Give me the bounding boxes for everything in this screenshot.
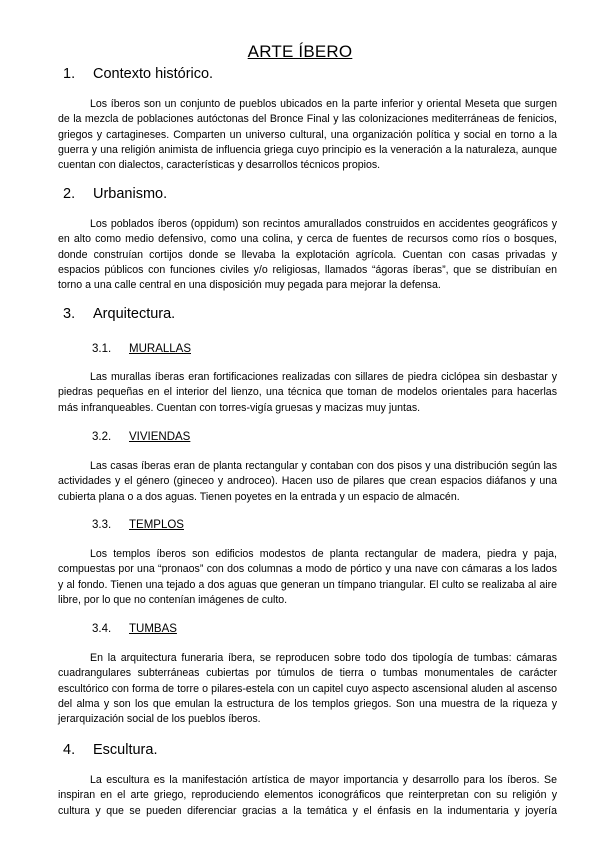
section-heading-escultura <box>63 742 157 758</box>
subsection-heading-templos <box>92 519 184 531</box>
subsection-title: VIVIENDAS <box>129 431 191 443</box>
section-title: Urbanismo. <box>93 186 168 202</box>
section-heading-arquitectura <box>63 306 175 322</box>
section-title: Contexto histórico. <box>93 66 214 82</box>
section-number: 1. <box>63 66 76 82</box>
subsection-heading-murallas <box>92 343 191 355</box>
subsection-number: 3.3. <box>92 519 112 531</box>
section-heading-contexto <box>63 66 213 82</box>
paragraph-viviendas: Las casas íberas eran de planta rectangular y contaban con dos pisos y una distribución según las actividades y el género (gineceo y androceo). Hacen uso de pilares que crean espacios diáfanos y una cubierta plana o a dos aguas. Tienen poyetes en la entrada y un espacio de almacén. <box>58 460 557 503</box>
subsection-number: 3.4. <box>92 623 112 635</box>
paragraph-murallas: Las murallas íberas eran fortificaciones realizadas con sillares de piedra ciclópea sin desbastar y piedras pequeñas en el interior del lienzo, una técnica que toman de modelos orientales para hacerlas más infranqueables. Cuentan con torres-vigía gruesas y macizas muy juntas. <box>58 371 557 414</box>
section-number: 4. <box>63 742 76 758</box>
paragraph-contexto: Los íberos son un conjunto de pueblos ubicados en la parte inferior y oriental Meseta que surgen de la mezcla de poblaciones autóctonas del Bronce Final y las colonizaciones mediterráneas de fenicios, griegos y cartagineses. Comparten un universo cultural, una organización política y social en torno a la guerra y una religión animista de influencia griega cuyo principio es la veneración a la naturaleza, aunque cuentan con dialectos, características y desarrollos técnicos propios. <box>58 98 557 172</box>
paragraph-urbanismo: Los poblados íberos (oppidum) son recintos amurallados construidos en accidentes geográficos y en alto como medio defensivo, como una colina, y cerca de fuentes de recursos como ríos o bosques, donde construían cortijos donde se llevaba la explotación agrícola. Cuentan con casas privadas y espacios públicos con funciones civiles y/o religiosas, llamados “ágoras íberas”, que se distribuían en torno a una calle central en una disposición muy pegada para mejorar la defensa. <box>58 218 557 292</box>
paragraph-escultura: La escultura es la manifestación artística de mayor importancia y desarrollo para los íberos. Se inspiran en el arte griego, reproduciendo elementos iconográficos que reinterpretan con su religión y cultura y que se pueden diferenciar gracias a la temática y el énfasis en la indumentaria y joyería <box>58 774 557 817</box>
section-title: Arquitectura. <box>93 306 176 322</box>
section-number: 2. <box>63 186 76 202</box>
section-heading-urbanismo <box>63 186 167 202</box>
subsection-title: TUMBAS <box>129 623 177 635</box>
subsection-heading-tumbas <box>92 623 177 635</box>
subsection-number: 3.2. <box>92 431 112 443</box>
document-title: ARTE ÍBERO <box>247 42 353 61</box>
section-title: Escultura. <box>93 742 158 758</box>
subsection-heading-viviendas <box>92 431 190 443</box>
subsection-title: MURALLAS <box>129 343 191 355</box>
paragraph-templos: Los templos íberos son edificios modestos de planta rectangular de madera, piedra y paja, compuestas por una “pronaos” con dos columnas a modo de pórtico y una nave con cámaras a los lados y al fondo. Tienen una tejado a dos aguas que generan un tímpano triangular. El culto se realizaba al aire libre, por lo que no contenían imágenes de culto. <box>58 548 557 607</box>
section-number: 3. <box>63 306 76 322</box>
subsection-number: 3.1. <box>92 343 112 355</box>
paragraph-tumbas: En la arquitectura funeraria íbera, se reproducen sobre todo dos tipología de tumbas: cámaras cuadrangulares subterráneas cubiertas por túmulos de tierra o tumbas monumentales de carácter escultórico con forma de torre o pilares-estela con un capitel cuyo aspecto ascensional aluden al ascenso del alma y son los que emulan la estructura de los templos griegos. Son una muestra de la riqueza y jerarquización social de los pueblos íberos. <box>58 652 557 726</box>
subsection-title: TEMPLOS <box>129 519 184 531</box>
